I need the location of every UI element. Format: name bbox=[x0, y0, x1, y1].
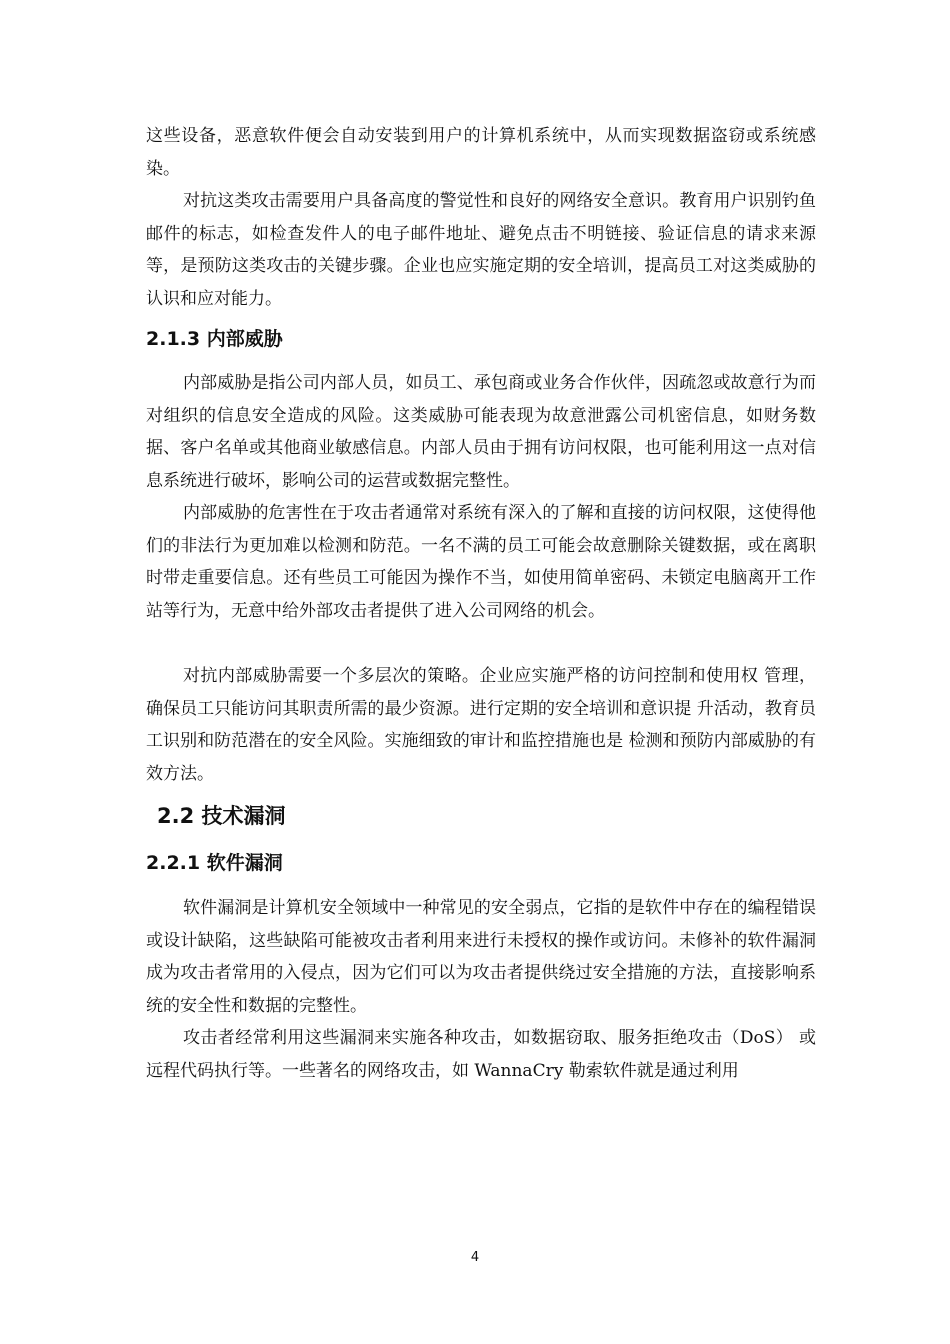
paragraph-insider-countermeasures: 对抗内部威胁需要一个多层次的策略。企业应实施严格的访问控制和使用权 管理，确保员工只能访问其职责所需的最少资源。进行定期的安全培训和意识提 升活动，教育员工识别和防范潜在的安全风险。实施细致的审计和监控措施也是 检测和预防内部威胁的有效方法。 bbox=[146, 666, 816, 784]
section-heading-2-2-1: 2.2.1 软件漏洞 bbox=[146, 852, 283, 874]
paragraph-insider-definition: 内部威胁是指公司内部人员，如员工、承包商或业务合作伙伴，因疏忽或故意行为而对组织的信息安全造成的风险。这类威胁可能表现为故意泄露公司机密信息，如财务数据、客户名单或其他商业敏感信息。内部人员由于拥有访问权限，也可能利用这一点对信息系统进行破坏，影响公司的运营或数据完整性。 bbox=[146, 373, 816, 491]
paragraph-attack-methods: 攻击者经常利用这些漏洞来实施各种攻击，如数据窃取、服务拒绝攻击（DoS） 或远程代码执行等。一些著名的网络攻击，如 WannaCry 勒索软件就是通过利用 bbox=[146, 1028, 816, 1081]
paragraph-software-vulnerability: 软件漏洞是计算机安全领域中一种常见的安全弱点，它指的是软件中存在的编程错误或设计缺陷，这些缺陷可能被攻击者利用来进行未授权的操作或访问。未修补的软件漏洞成为攻击者常用的入侵点，因为它们可以为攻击者提供绕过安全措施的方法，直接影响系统的安全性和数据的完整性。 bbox=[146, 898, 816, 1016]
section-heading-2-2: 2.2 技术漏洞 bbox=[157, 804, 286, 828]
paragraph-malware-install: 这些设备，恶意软件便会自动安装到用户的计算机系统中，从而实现数据盗窃或系统感染。 bbox=[146, 126, 816, 179]
section-heading-2-1-3: 2.1.3 内部威胁 bbox=[146, 328, 283, 350]
paragraph-phishing-defense: 对抗这类攻击需要用户具备高度的警觉性和良好的网络安全意识。教育用户识别钓鱼邮件的标志，如检查发件人的电子邮件地址、避免点击不明链接、验证信息的请求来源等，是预防这类攻击的关键步骤。企业也应实施定期的安全培训，提高员工对这类威胁的认识和应对能力。 bbox=[146, 191, 816, 309]
paragraph-insider-danger: 内部威胁的危害性在于攻击者通常对系统有深入的了解和直接的访问权限，这使得他们的非法行为更加难以检测和防范。一名不满的员工可能会故意删除关键数据，或在离职时带走重要信息。还有些员工可能因为操作不当，如使用简单密码、未锁定电脑离开工作站等行为，无意中给外部攻击者提供了进入公司网络的机会。 bbox=[146, 503, 816, 621]
page-number: 4 bbox=[470, 1250, 480, 1265]
